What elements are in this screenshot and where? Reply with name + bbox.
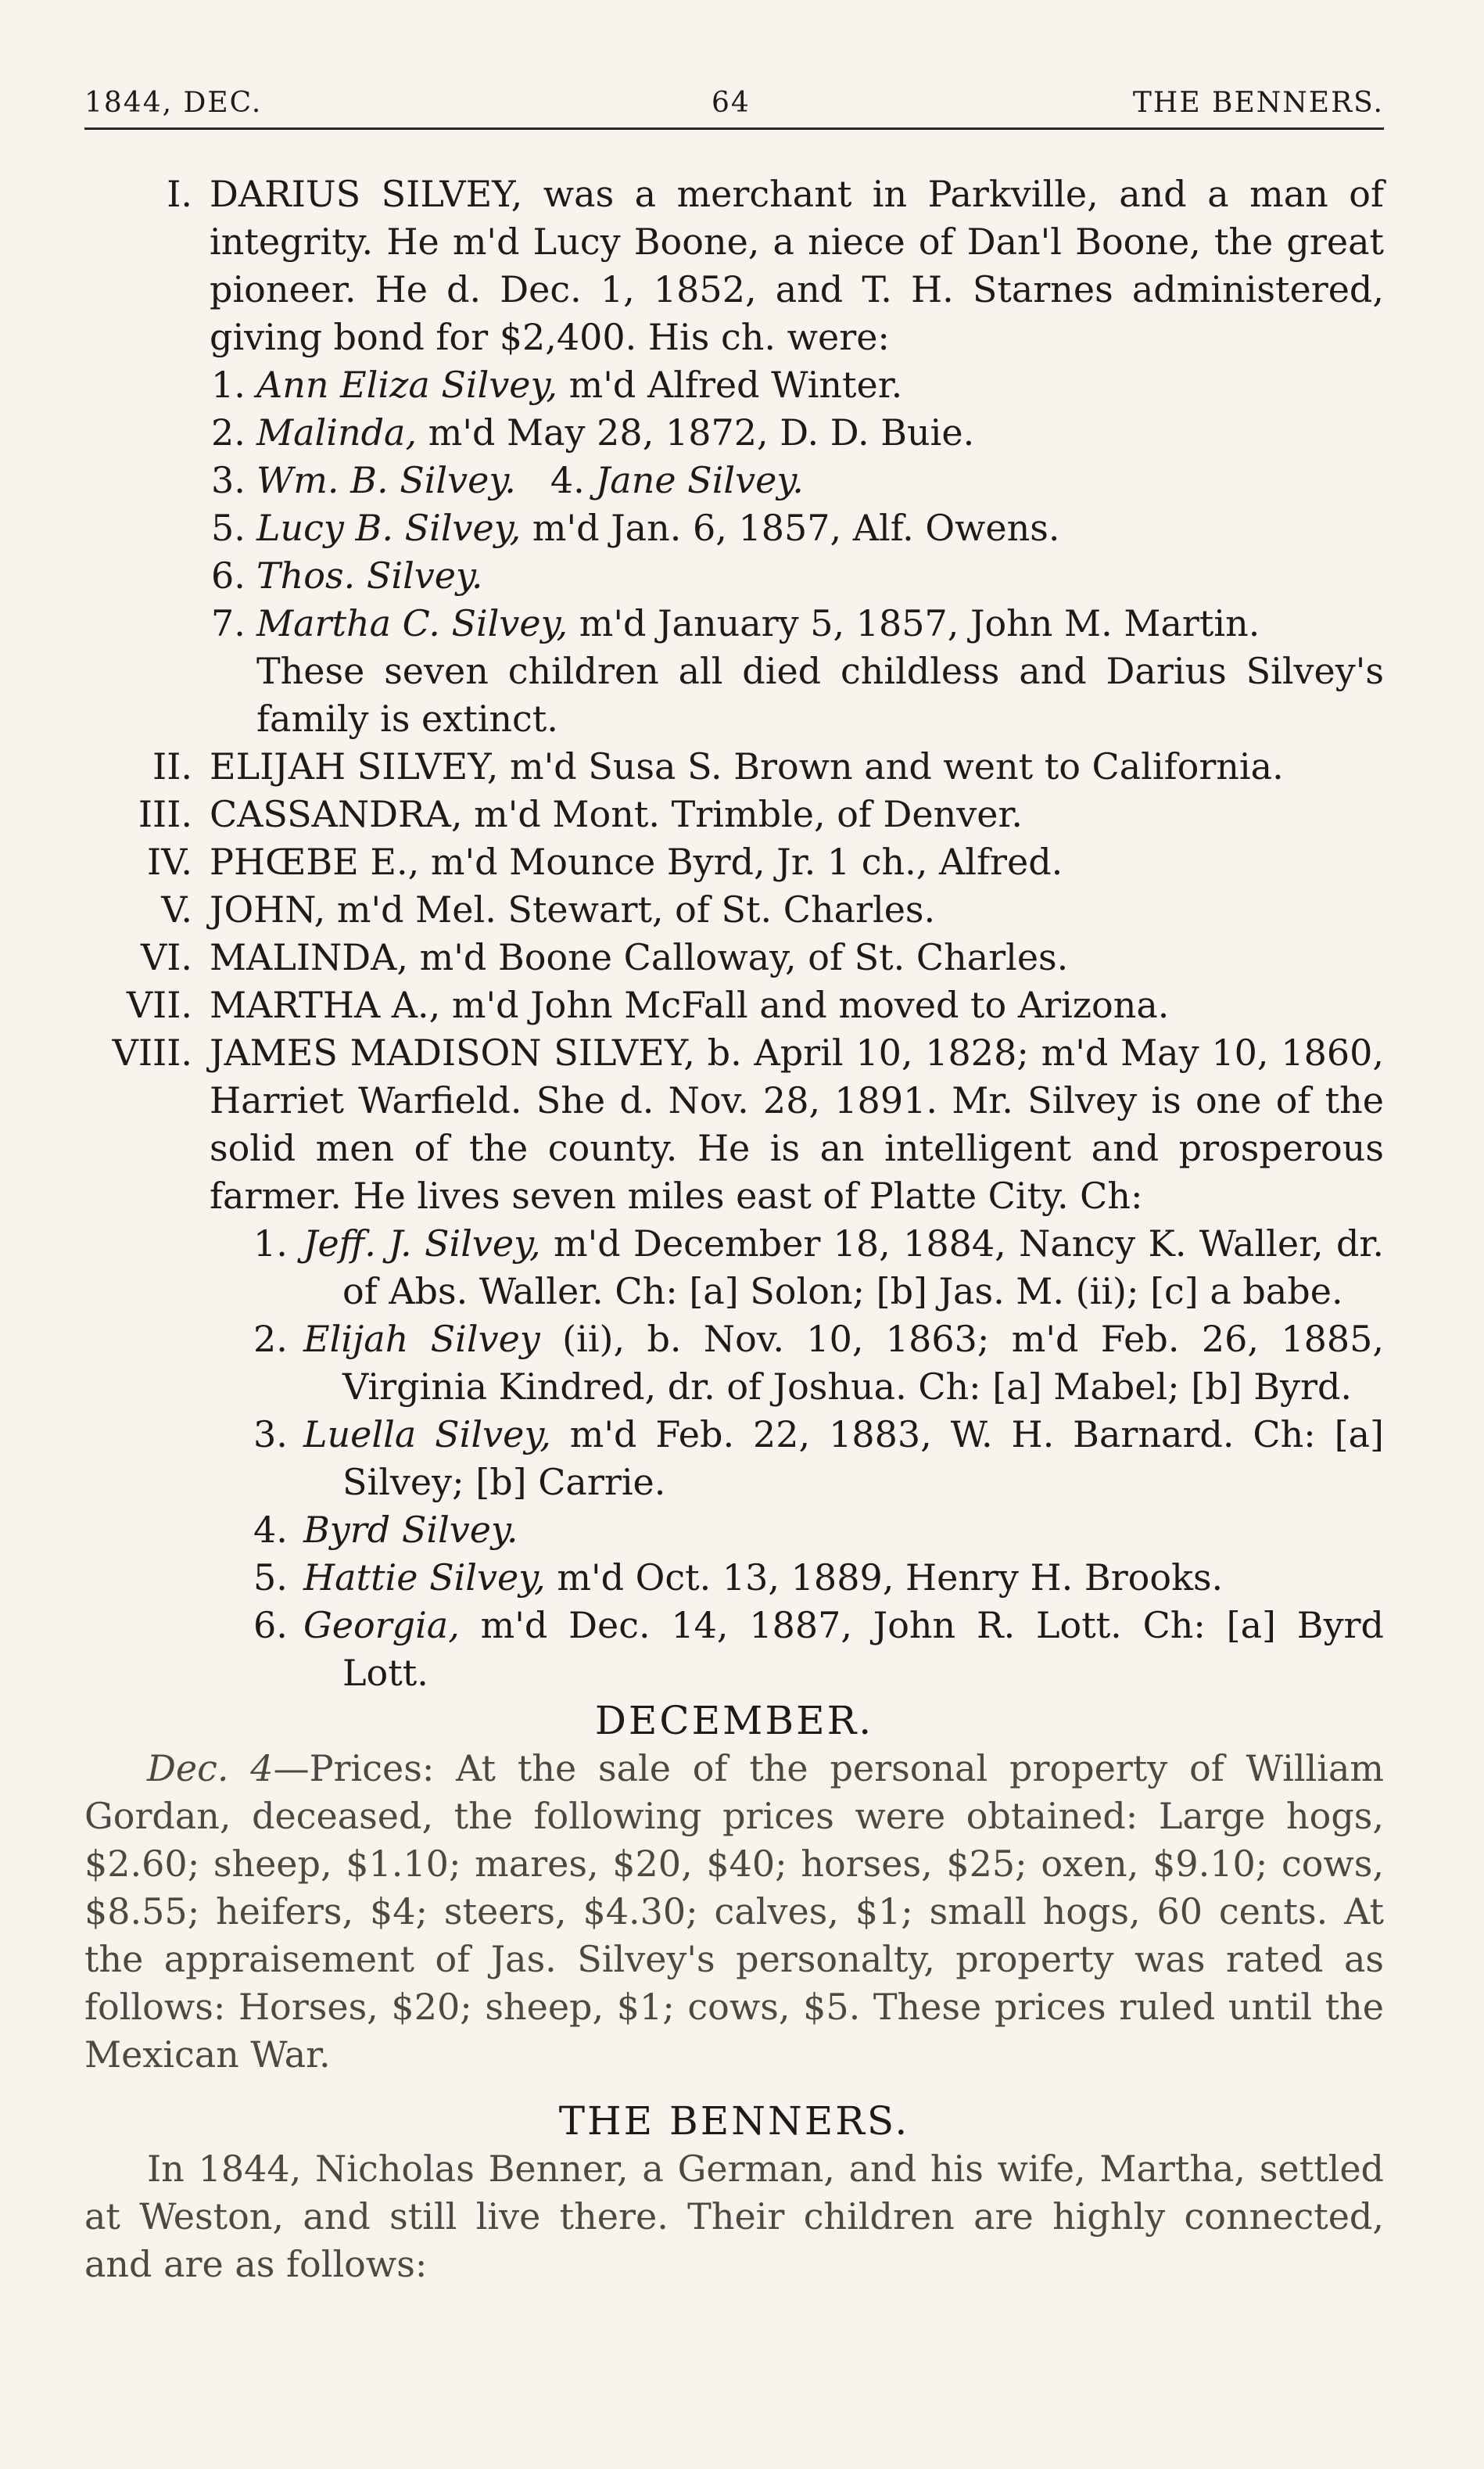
child-number: 1.	[253, 1222, 288, 1265]
entry-text: JOHN, m'd Mel. Stewart, of St. Charles.	[210, 888, 936, 931]
child-number: 5.	[253, 1556, 288, 1599]
entry-number: VIII.	[112, 1032, 192, 1074]
child-entry	[84, 457, 1384, 504]
child-name: Georgia,	[303, 1604, 460, 1646]
entry-sibling	[84, 886, 1384, 934]
child-number: 6.	[253, 1604, 288, 1646]
child-number: 2.	[253, 1318, 288, 1360]
child-detail: m'd May 28, 1872, D. D. Buie.	[417, 411, 975, 454]
child-name: Elijah Silvey	[303, 1318, 540, 1360]
entry-darius	[84, 170, 1384, 361]
family-note: These seven children all died childless and Darius Silvey's family is extinct.	[256, 650, 1384, 740]
running-header	[84, 81, 1384, 130]
child-number: 1.	[211, 364, 246, 406]
child-entry	[84, 409, 1384, 457]
child-number: 3.	[253, 1413, 288, 1455]
child-detail: m'd December 18, 1884, Nancy K. Waller, dr. of Abs. Waller. Ch: [a] Solon; [b] Jas. M. (ii); [c] a babe.	[342, 1222, 1384, 1312]
december-date: Dec. 4	[147, 1747, 274, 1789]
child-number: 3.	[211, 459, 246, 501]
entry-number: III.	[138, 793, 192, 835]
section-heading-december: DECEMBER.	[594, 1698, 874, 1743]
entry-text: JAMES MADISON SILVEY, b. April 10, 1828; m'd May 10, 1860, Harriet Warfield. She d. Nov. 28, 1891. Mr. Silvey is one of the solid men of the county. He is an intelligent and prosperous farmer. He lives seven miles east of Platte City. Ch:	[210, 1032, 1384, 1217]
entry-number: I.	[167, 173, 192, 215]
entry-text: MALINDA, m'd Boone Calloway, of St. Charles.	[210, 936, 1069, 978]
child-number: 5.	[211, 507, 246, 549]
benners-paragraph: In 1844, Nicholas Benner, a German, and his wife, Martha, settled at Weston, and still live there. Their children are highly connected, and are as follows:	[84, 2148, 1384, 2285]
child-name: Thos. Silvey.	[256, 554, 483, 597]
child-name: Lucy B. Silvey,	[256, 507, 522, 549]
child-detail: (ii), b. Nov. 10, 1863; m'd Feb. 26, 1885, Virginia Kindred, dr. of Joshua. Ch: [a] Mabel; [b] Byrd.	[342, 1318, 1385, 1408]
child-entry	[84, 504, 1384, 552]
child-entry	[84, 1315, 1384, 1411]
child-number: 2.	[211, 411, 246, 454]
entry-sibling	[84, 743, 1384, 791]
child-name: Jane Silvey.	[595, 459, 804, 501]
header-date: 1844, DEC.	[84, 87, 263, 119]
entry-sibling	[84, 838, 1384, 886]
child-name: Jeff. J. Silvey,	[303, 1222, 541, 1265]
child-detail: m'd Alfred Winter.	[557, 364, 903, 406]
child-name: Martha C. Silvey,	[256, 602, 568, 644]
child-entry	[84, 1220, 1384, 1315]
entry-number: V.	[161, 888, 192, 931]
child-detail: m'd Dec. 14, 1887, John R. Lott. Ch: [a] Byrd Lott.	[342, 1604, 1384, 1694]
page-body	[84, 170, 1384, 2288]
child-entry	[84, 361, 1384, 409]
child-entry	[84, 600, 1384, 648]
header-title: THE BENNERS.	[1132, 87, 1384, 119]
child-entry	[84, 1506, 1384, 1554]
child-number: 7.	[211, 602, 246, 644]
child-name: Byrd Silvey.	[303, 1509, 518, 1551]
child-detail: m'd Oct. 13, 1889, Henry H. Brooks.	[545, 1556, 1224, 1599]
child-detail: m'd Jan. 6, 1857, Alf. Owens.	[521, 507, 1060, 549]
entry-sibling	[84, 791, 1384, 838]
entry-text: ELIJAH SILVEY, m'd Susa S. Brown and went to California.	[210, 745, 1284, 788]
december-paragraph	[84, 1745, 1384, 2079]
section-heading-benners: THE BENNERS.	[558, 2098, 910, 2144]
child-number: 4.	[253, 1509, 288, 1551]
entry-sibling	[84, 981, 1384, 1029]
entry-sibling	[84, 1029, 1384, 1220]
child-detail: m'd Feb. 22, 1883, W. H. Barnard. Ch: [a] Silvey; [b] Carrie.	[342, 1413, 1384, 1503]
december-text: —Prices: At the sale of the personal property of William Gordan, deceased, the following prices were obtained: Large hogs, $2.60; sheep, $1.10; mares, $20, $40; horses, $25; oxen, $9.10; cows, $8.55; heifers, $4; steers, $4.30; calves, $1; small hogs, 60 cents. At the appraisement of Jas. Silvey's personalty, property was rated as follows: Horses, $20; sheep, $1; cows, $5. These prices ruled until the Mexican War.	[84, 1747, 1384, 2076]
child-name: Malinda,	[256, 411, 418, 454]
entry-number: IV.	[147, 841, 192, 883]
entry-text: DARIUS SILVEY, was a merchant in Parkville, and a man of integrity. He m'd Lucy Boone, a niece of Dan'l Boone, the great pioneer. He d. Dec. 1, 1852, and T. H. Starnes administered, giving bond for $2,400. His ch. were:	[210, 173, 1384, 358]
page-number: 64	[712, 87, 751, 119]
child-entry	[84, 1411, 1384, 1506]
child-entry	[84, 552, 1384, 600]
entry-text: CASSANDRA, m'd Mont. Trimble, of Denver.	[210, 793, 1023, 835]
child-name: Luella Silvey,	[303, 1413, 551, 1455]
child-number: 4.	[550, 459, 585, 501]
entry-number: VI.	[140, 936, 192, 978]
entry-sibling	[84, 934, 1384, 981]
entry-text: PHŒBE E., m'd Mounce Byrd, Jr. 1 ch., Alfred.	[210, 841, 1063, 883]
child-entry	[84, 1554, 1384, 1602]
entry-number: VII.	[126, 984, 192, 1026]
child-detail: m'd January 5, 1857, John M. Martin.	[568, 602, 1260, 644]
child-number: 6.	[211, 554, 246, 597]
entry-number: II.	[152, 745, 192, 788]
child-name: Ann Eliza Silvey,	[256, 364, 558, 406]
child-name: Hattie Silvey,	[303, 1556, 546, 1599]
child-entry	[84, 1602, 1384, 1697]
entry-text: MARTHA A., m'd John McFall and moved to Arizona.	[210, 984, 1170, 1026]
child-name: Wm. B. Silvey.	[256, 459, 516, 501]
